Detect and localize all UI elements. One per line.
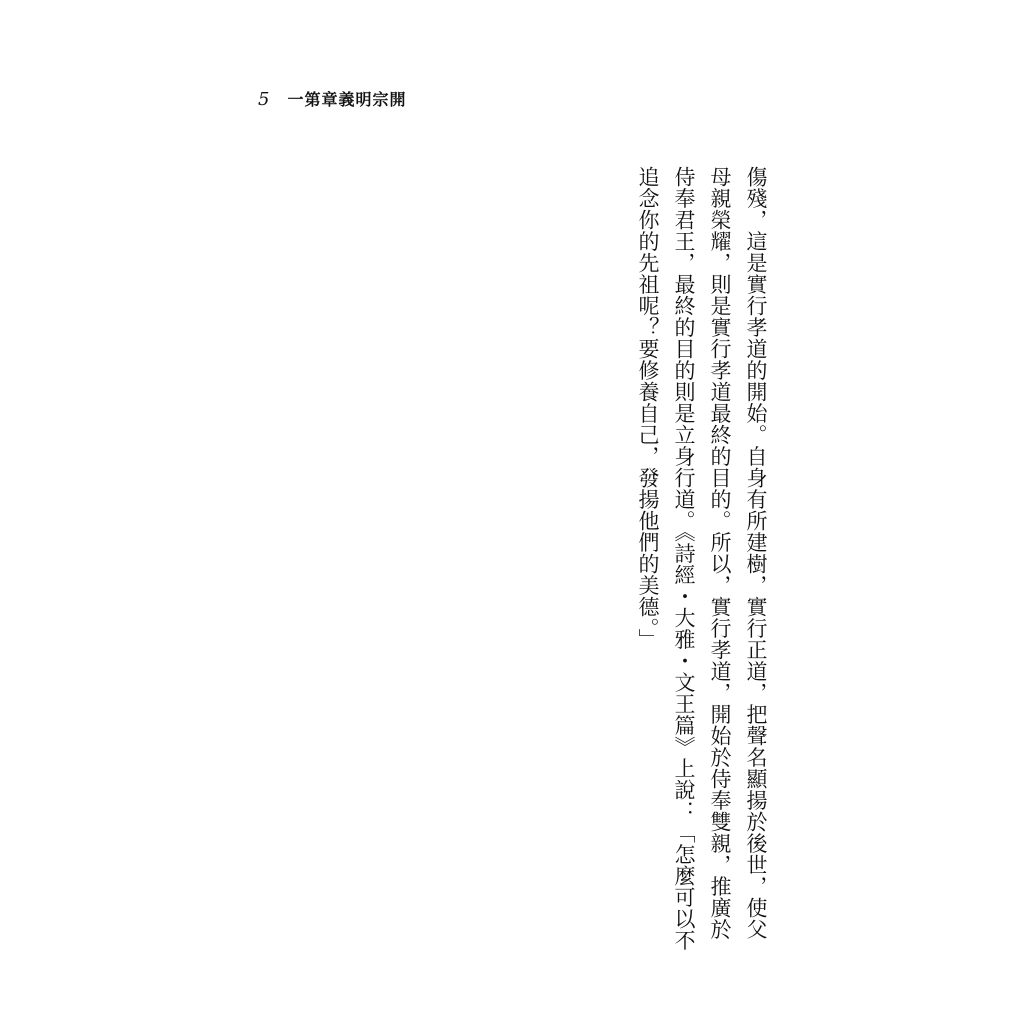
- text-line: 母親榮耀，則是實行孝道最終的目的。所以，實行孝道，開始於侍奉雙親，推廣於: [708, 166, 732, 940]
- text-line: 追念你的先祖呢？要修養自己，發揚他們的美德。」: [636, 166, 660, 650]
- page-header: [258, 88, 406, 112]
- running-title: 一第章義明宗開: [287, 90, 407, 109]
- page-number: 5: [258, 89, 270, 110]
- vertical-body-text: [630, 166, 774, 951]
- text-line: 傷殘，這是實行孝道的開始。自身有所建樹，實行正道，把聲名顯揚於後世，使父: [744, 166, 768, 940]
- text-line: 侍奉君王，最終的目的則是立身行道。《詩經・大雅・文王篇》上說：「怎麼可以不: [672, 166, 696, 951]
